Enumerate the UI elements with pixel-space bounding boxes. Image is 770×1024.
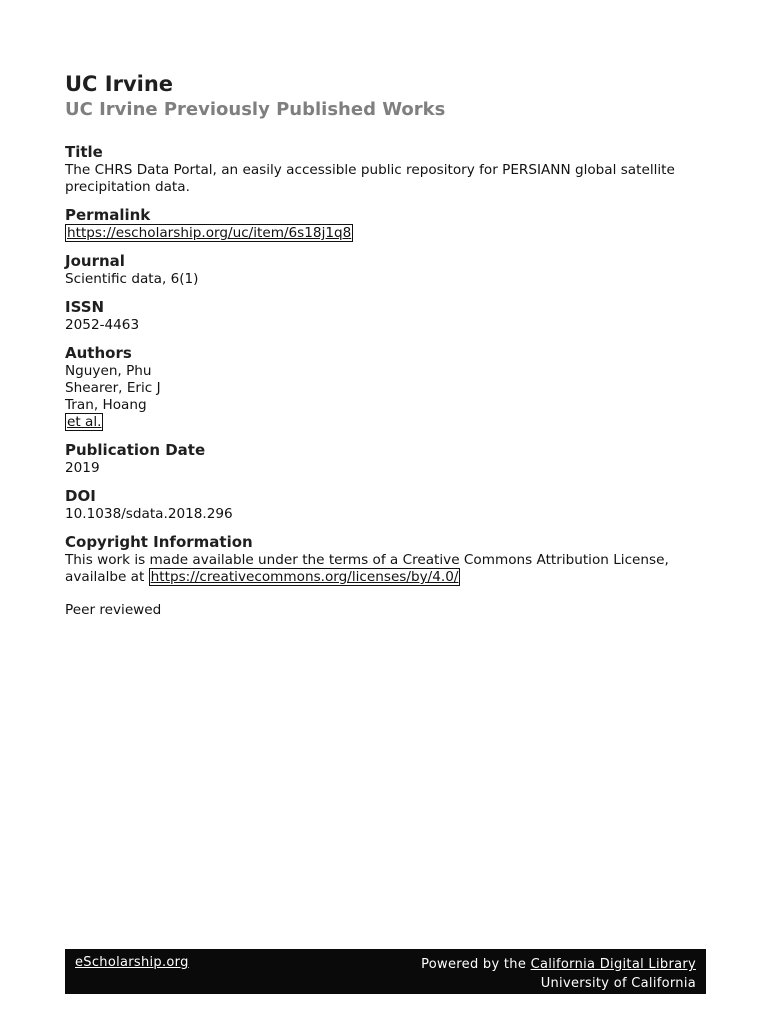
issn-text: 2052-4463	[65, 317, 140, 333]
university-name: University of California	[540, 976, 696, 991]
doi-label: DOI	[65, 487, 96, 505]
authors-label: Authors	[65, 344, 132, 362]
campus-title: UC Irvine	[65, 72, 174, 96]
author-item: Tran, Hoang	[65, 397, 147, 413]
title-label: Title	[65, 143, 103, 161]
publication-date-text: 2019	[65, 460, 100, 476]
doi-text: 10.1038/sdata.2018.296	[65, 506, 233, 522]
permalink-link[interactable]: https://escholarship.org/uc/item/6s18j1q8	[67, 225, 352, 241]
title-section	[65, 142, 710, 196]
author-item: Shearer, Eric J	[65, 380, 161, 396]
author-item: Nguyen, Phu	[65, 363, 152, 379]
publication-date-section	[65, 440, 710, 477]
authors-section	[65, 343, 710, 431]
publication-date-label: Publication Date	[65, 441, 206, 459]
issn-label: ISSN	[65, 298, 105, 316]
document-page	[65, 70, 710, 619]
peer-reviewed-note: Peer reviewed	[65, 602, 162, 618]
title-text: The CHRS Data Portal, an easily accessible public repository for PERSIANN global satellite precipitation data.	[65, 162, 675, 195]
journal-label: Journal	[65, 252, 125, 270]
copyright-section	[65, 532, 710, 586]
journal-text: Scientific data, 6(1)	[65, 271, 199, 287]
et-al-link[interactable]: et al.	[67, 414, 102, 430]
cdl-link[interactable]: California Digital Library	[530, 957, 696, 972]
permalink-label: Permalink	[65, 206, 151, 224]
footer-credit	[421, 955, 696, 993]
doi-section	[65, 486, 710, 523]
footer-bar	[65, 949, 706, 994]
escholarship-link[interactable]: eScholarship.org	[75, 955, 189, 970]
powered-by-text: Powered by the	[421, 957, 527, 972]
license-link[interactable]: https://creativecommons.org/licenses/by/4.0/	[150, 569, 459, 585]
copyright-text: This work is made available under the terms of a Creative Commons Attribution License, availalbe at	[65, 552, 669, 585]
permalink-section	[65, 205, 710, 242]
journal-section	[65, 251, 710, 288]
copyright-label: Copyright Information	[65, 533, 253, 551]
series-title: UC Irvine Previously Published Works	[65, 99, 446, 120]
issn-section	[65, 297, 710, 334]
